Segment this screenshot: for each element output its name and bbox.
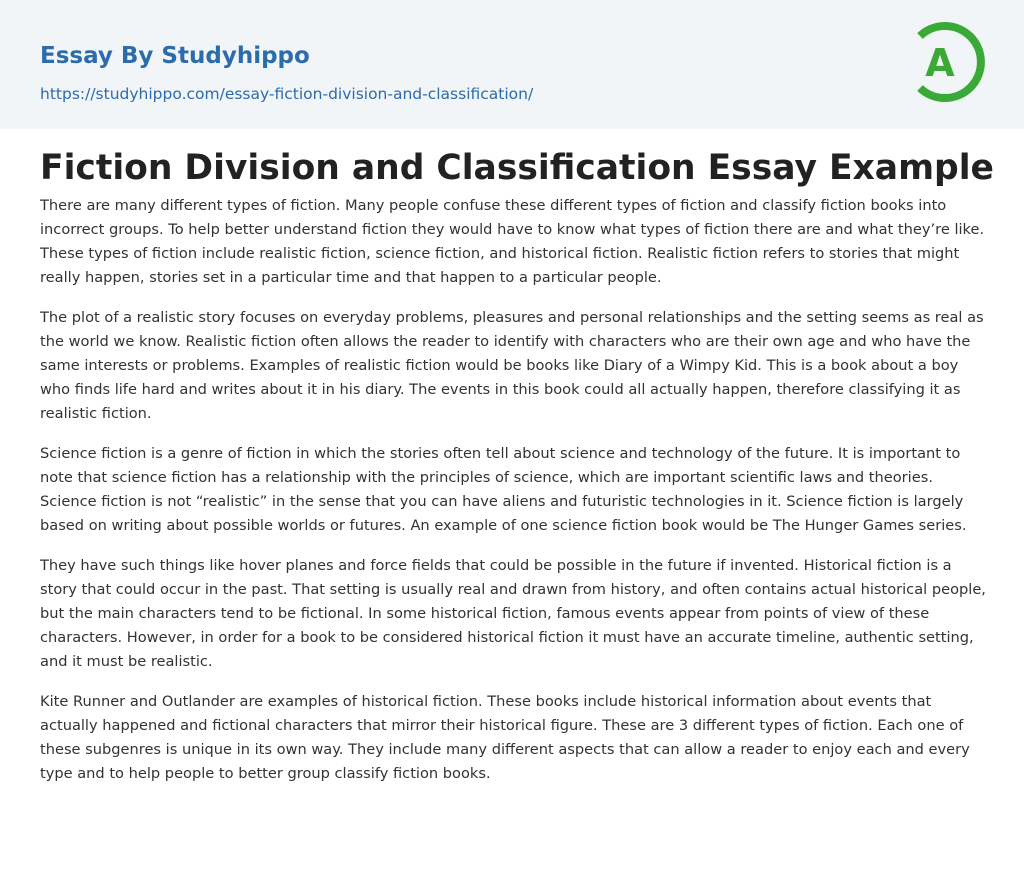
site-header — [0, 0, 1024, 129]
site-brand[interactable]: Essay By Studyhippo — [40, 43, 310, 69]
logo-letter: A — [925, 41, 955, 85]
studyhippo-a-logo-icon[interactable] — [912, 18, 988, 106]
essay-paragraph: They have such things like hover planes and force fields that could be possible in the future if invented. Historical fiction is a story that could occur in the past. That setting is usually real and drawn from history, and often contains actual historical people, but the main characters tend to be fictional. In some historical fiction, famous events appear from points of view of these characters. However, in order for a book to be considered historical fiction it must have an accurate timeline, authentic setting, and it must be realistic. — [40, 557, 986, 670]
essay-url-link[interactable]: https://studyhippo.com/essay-fiction-division-and-classification/ — [40, 85, 534, 103]
page-title: Fiction Division and Classification Essay Example — [40, 148, 994, 188]
essay-paragraph: The plot of a realistic story focuses on everyday problems, pleasures and personal relationships and the setting seems as real as the world we know. Realistic fiction often allows the reader to identify with characters who are their own age and who have the same interests or problems. Examples of realistic fiction would be books like Diary of a Wimpy Kid. This is a book about a boy who finds life hard and writes about it in his diary. The events in this book could all actually happen, therefore classifying it as realistic fiction. — [40, 309, 984, 422]
essay-paragraph: Kite Runner and Outlander are examples of historical fiction. These books include historical information about events that actually happened and fictional characters that mirror their historical figure. These are 3 different types of fiction. Each one of these subgenres is unique in its own way. They include many different aspects that can allow a reader to enjoy each and every type and to help people to better group classify fiction books. — [40, 693, 970, 782]
essay-body — [40, 194, 986, 802]
essay-paragraph: There are many different types of fiction. Many people confuse these different types of fiction and classify fiction books into incorrect groups. To help better understand fiction they would have to know what types of fiction there are and what they’re like. These types of fiction include realistic fiction, science fiction, and historical fiction. Realistic fiction refers to stories that might really happen, stories set in a particular time and that happen to a particular people. — [40, 197, 985, 286]
essay-paragraph: Science fiction is a genre of fiction in which the stories often tell about science and technology of the future. It is important to note that science fiction has a relationship with the principles of science, which are important scientific laws and theories. Science fiction is not “realistic” in the sense that you can have aliens and futuristic technologies in it. Science fiction is largely based on writing about possible worlds or futures. An example of one science fiction book would be The Hunger Games series. — [40, 445, 967, 534]
